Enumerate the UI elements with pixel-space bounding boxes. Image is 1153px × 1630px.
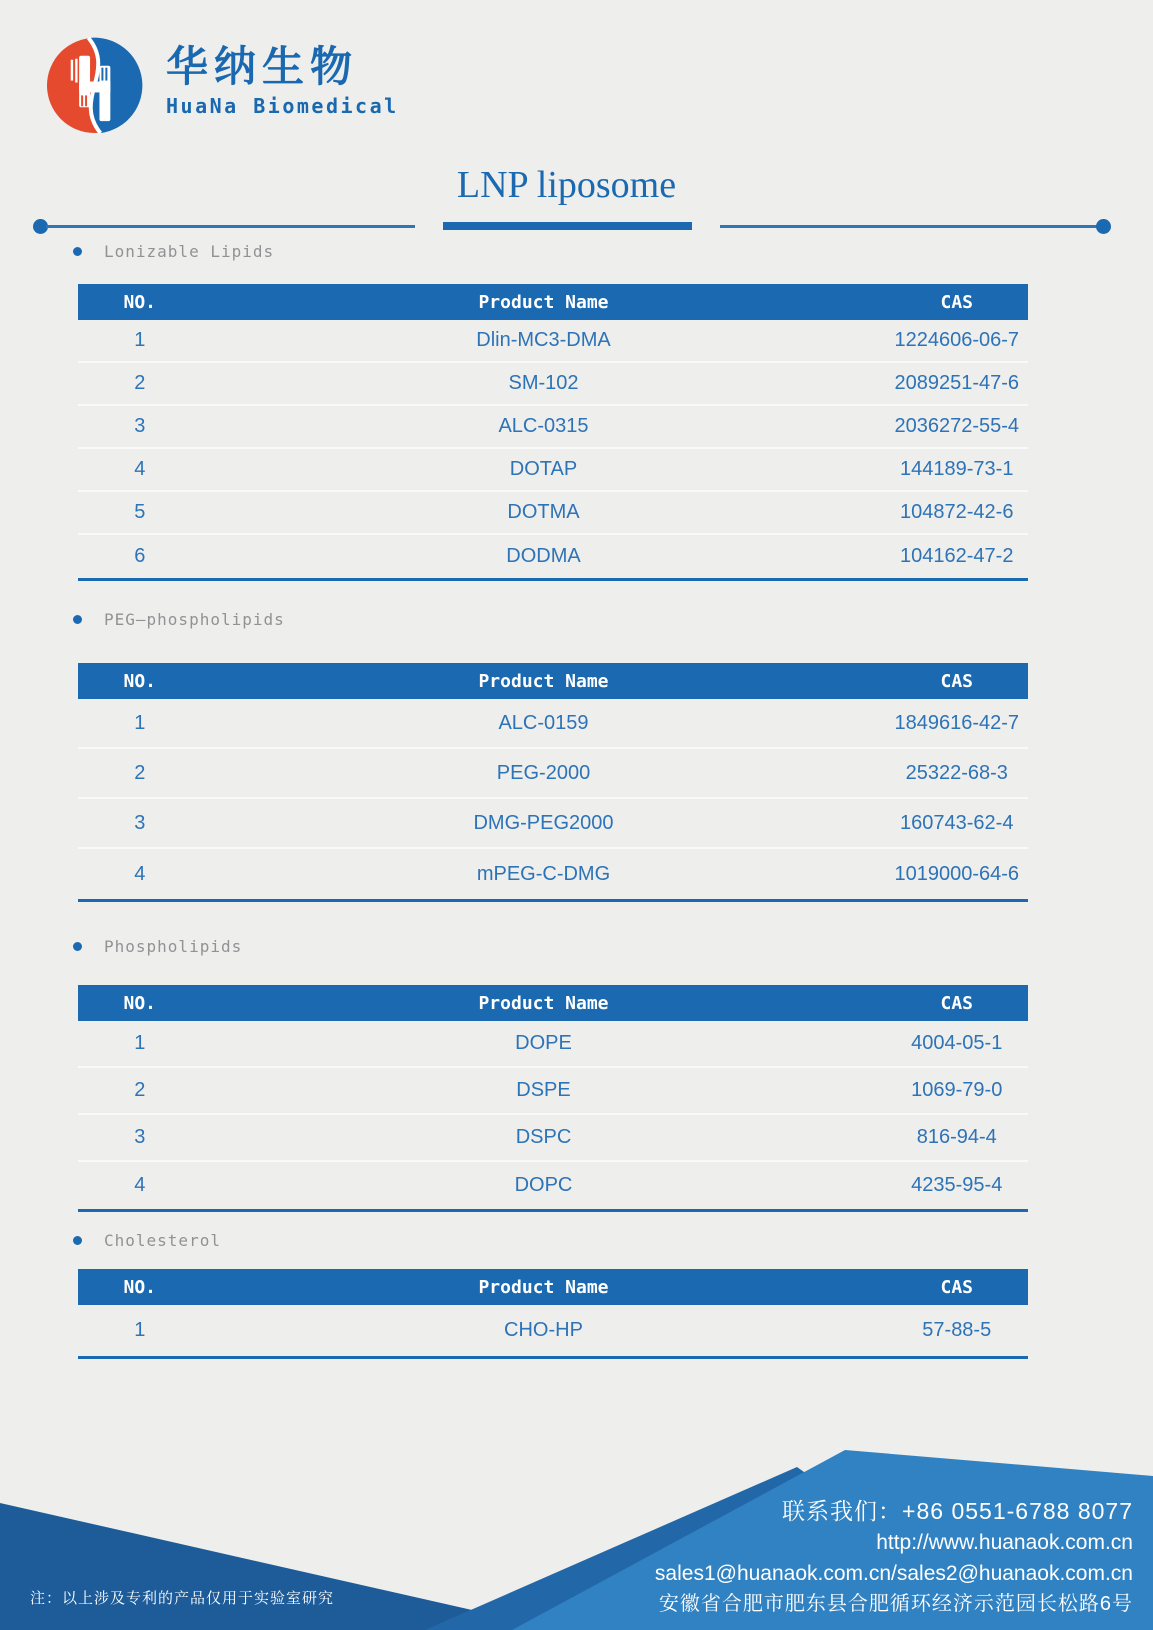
cell-product: DMG-PEG2000 bbox=[473, 811, 614, 834]
column-header-no: NO. bbox=[123, 992, 156, 1014]
cell-no: 4 bbox=[134, 862, 146, 885]
cell-no: 4 bbox=[134, 1174, 146, 1196]
table-row bbox=[78, 1115, 1028, 1162]
patent-note: 注：以上涉及专利的产品仅用于实验室研究 bbox=[30, 1590, 335, 1607]
product-section bbox=[78, 1227, 1028, 1359]
column-header-cas: CAS bbox=[940, 291, 973, 313]
bullet-icon bbox=[73, 247, 82, 256]
product-table bbox=[78, 1269, 1028, 1359]
table-row bbox=[78, 1021, 1028, 1068]
column-header-no: NO. bbox=[123, 291, 156, 313]
product-table bbox=[78, 284, 1028, 581]
cell-product: DSPC bbox=[515, 1126, 572, 1148]
table-header-row bbox=[78, 985, 1028, 1021]
cell-cas: 1019000-64-6 bbox=[894, 862, 1020, 885]
table-header-row bbox=[78, 663, 1028, 699]
product-section bbox=[78, 606, 1028, 902]
cell-product: DOPE bbox=[515, 1032, 572, 1054]
cell-product: ALC-0159 bbox=[498, 711, 589, 734]
cell-no: 3 bbox=[134, 1126, 146, 1148]
brand-header bbox=[45, 36, 399, 135]
cell-cas: 25322-68-3 bbox=[905, 761, 1008, 784]
section-label: Lonizable Lipids bbox=[104, 241, 275, 261]
company-address: 安徽省合肥市肥东县合肥循环经济示范园长松路6号 bbox=[658, 1593, 1133, 1615]
table-row bbox=[78, 799, 1028, 849]
table-body bbox=[78, 320, 1028, 578]
cell-no: 4 bbox=[134, 458, 146, 480]
cell-no: 3 bbox=[134, 415, 146, 437]
column-header-product: Product Name bbox=[478, 291, 609, 313]
section-header bbox=[78, 238, 1028, 264]
contact-block bbox=[655, 1496, 1133, 1620]
cell-cas: 4235-95-4 bbox=[911, 1174, 1003, 1196]
section-header bbox=[78, 606, 1028, 632]
cell-product: CHO-HP bbox=[504, 1319, 583, 1341]
section-header bbox=[78, 933, 1028, 959]
column-header-cas: CAS bbox=[940, 1276, 973, 1298]
cell-product: SM-102 bbox=[508, 372, 579, 394]
cell-product: Dlin-MC3-DMA bbox=[476, 329, 611, 351]
table-row bbox=[78, 363, 1028, 406]
cell-cas: 816-94-4 bbox=[916, 1126, 997, 1148]
section-label: Cholesterol bbox=[104, 1230, 221, 1250]
table-row bbox=[78, 406, 1028, 449]
cell-product: PEG-2000 bbox=[496, 761, 591, 784]
column-header-no: NO. bbox=[123, 1276, 156, 1298]
product-table bbox=[78, 663, 1028, 902]
cell-cas: 1069-79-0 bbox=[911, 1079, 1003, 1101]
cell-cas: 2089251-47-6 bbox=[894, 372, 1020, 394]
cell-no: 3 bbox=[134, 811, 146, 834]
section-header bbox=[78, 1227, 1028, 1253]
cell-cas: 160743-62-4 bbox=[900, 811, 1014, 834]
cell-product: ALC-0315 bbox=[498, 415, 589, 437]
company-logo-icon bbox=[45, 36, 144, 135]
cell-product: mPEG-C-DMG bbox=[476, 862, 611, 885]
table-row bbox=[78, 492, 1028, 535]
cell-cas: 2036272-55-4 bbox=[894, 415, 1020, 437]
website-link[interactable]: http://www.huanaok.com.cn bbox=[876, 1531, 1133, 1554]
table-row bbox=[78, 849, 1028, 899]
cell-product: DOPC bbox=[514, 1174, 573, 1196]
cell-no: 1 bbox=[134, 711, 146, 734]
page-title: LNP liposome bbox=[456, 164, 677, 206]
contact-phone: 联系我们：+86 0551-6788 8077 bbox=[782, 1498, 1133, 1524]
cell-no: 2 bbox=[134, 1079, 146, 1101]
table-header-row bbox=[78, 284, 1028, 320]
table-row bbox=[78, 749, 1028, 799]
divider-dot-right bbox=[1096, 219, 1111, 234]
cell-product: DODMA bbox=[506, 545, 581, 567]
company-name-zh: 华纳生物 bbox=[166, 42, 359, 91]
table-row bbox=[78, 1305, 1028, 1356]
cell-no: 1 bbox=[134, 329, 146, 351]
cell-no: 2 bbox=[134, 761, 146, 784]
column-header-no: NO. bbox=[123, 670, 156, 692]
cell-no: 2 bbox=[134, 372, 146, 394]
email-links[interactable]: sales1@huanaok.com.cn/sales2@huanaok.com.cn bbox=[654, 1562, 1133, 1585]
section-label: Phospholipids bbox=[104, 936, 243, 956]
product-table bbox=[78, 985, 1028, 1212]
bullet-icon bbox=[73, 1236, 82, 1245]
cell-no: 1 bbox=[134, 1032, 146, 1054]
cell-product: DOTMA bbox=[507, 501, 580, 523]
cell-no: 6 bbox=[134, 545, 146, 567]
cell-cas: 4004-05-1 bbox=[911, 1032, 1003, 1054]
table-row bbox=[78, 1162, 1028, 1209]
cell-no: 5 bbox=[134, 501, 146, 523]
table-header-row bbox=[78, 1269, 1028, 1305]
section-label: PEG—phospholipids bbox=[104, 609, 285, 629]
table-row bbox=[78, 320, 1028, 363]
bullet-icon bbox=[73, 615, 82, 624]
title-underline-bar bbox=[443, 222, 692, 230]
cell-product: DSPE bbox=[516, 1079, 571, 1101]
column-header-product: Product Name bbox=[478, 670, 609, 692]
cell-cas: 57-88-5 bbox=[922, 1319, 992, 1341]
divider-line-right bbox=[720, 225, 1102, 228]
brand-text bbox=[166, 36, 399, 118]
table-body bbox=[78, 1305, 1028, 1356]
company-name-en: HuaNa Biomedical bbox=[166, 94, 399, 118]
product-section bbox=[78, 933, 1028, 1212]
table-row bbox=[78, 449, 1028, 492]
cell-cas: 104872-42-6 bbox=[900, 501, 1014, 523]
cell-cas: 1849616-42-7 bbox=[894, 711, 1020, 734]
column-header-product: Product Name bbox=[478, 1276, 609, 1298]
table-body bbox=[78, 1021, 1028, 1209]
cell-cas: 144189-73-1 bbox=[900, 458, 1014, 480]
product-section bbox=[78, 238, 1028, 581]
table-row bbox=[78, 1068, 1028, 1115]
cell-cas: 104162-47-2 bbox=[900, 545, 1014, 567]
table-row bbox=[78, 699, 1028, 749]
column-header-product: Product Name bbox=[478, 992, 609, 1014]
table-row bbox=[78, 535, 1028, 578]
bullet-icon bbox=[73, 942, 82, 951]
cell-no: 1 bbox=[134, 1319, 146, 1341]
column-header-cas: CAS bbox=[940, 670, 973, 692]
table-body bbox=[78, 699, 1028, 899]
cell-cas: 1224606-06-7 bbox=[894, 329, 1020, 351]
cell-product: DOTAP bbox=[509, 458, 578, 480]
divider-line-left bbox=[46, 225, 415, 228]
column-header-cas: CAS bbox=[940, 992, 973, 1014]
